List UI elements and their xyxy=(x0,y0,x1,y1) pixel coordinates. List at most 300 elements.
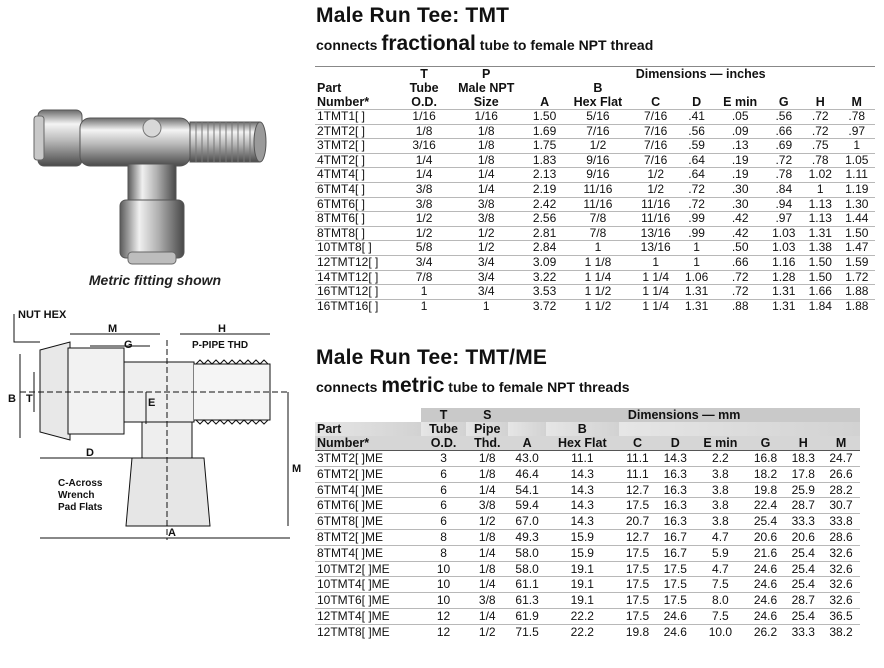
metric-cell: 24.6 xyxy=(747,561,785,577)
fractional-cell: 1.83 xyxy=(526,153,562,168)
hdr2-t2: Tube xyxy=(421,422,466,436)
fitting-photo xyxy=(20,80,290,270)
fractional-cell: .94 xyxy=(766,197,802,212)
fractional-cell: 5/16 xyxy=(563,110,633,125)
metric-cell: 38.2 xyxy=(822,624,860,639)
label-m2: M xyxy=(292,463,302,475)
hdr2-e: E min xyxy=(694,436,747,451)
fractional-cell: 7/8 xyxy=(563,226,633,241)
fractional-cell: 1 xyxy=(402,299,446,313)
fractional-cell: 7/8 xyxy=(402,270,446,285)
metric-cell: 32.6 xyxy=(822,577,860,593)
metric-cell: 1/4 xyxy=(466,608,508,624)
fractional-cell: 11/16 xyxy=(563,197,633,212)
metric-cell: 6TMT8[ ]ME xyxy=(315,514,421,530)
fractional-cell: .19 xyxy=(715,168,766,183)
fractional-cell: 1 xyxy=(563,241,633,256)
metric-cell: 1/4 xyxy=(466,482,508,498)
hdr1-part2: Number* xyxy=(317,95,370,109)
table-row xyxy=(315,545,860,561)
fractional-cell: 1.88 xyxy=(838,285,875,300)
metric-cell: 71.5 xyxy=(508,624,546,639)
metric-cell: 59.4 xyxy=(508,498,546,514)
table-row xyxy=(315,529,860,545)
fractional-cell: 7/16 xyxy=(563,124,633,139)
metric-cell: 36.5 xyxy=(822,608,860,624)
metric-cell: 25.4 xyxy=(747,514,785,530)
fractional-cell: 2.19 xyxy=(526,182,562,197)
metric-cell: 28.2 xyxy=(822,482,860,498)
metric-cell: 17.5 xyxy=(656,577,694,593)
metric-cell: 19.1 xyxy=(546,561,619,577)
hdr2-d: D xyxy=(656,436,694,451)
metric-cell: 4.7 xyxy=(694,529,747,545)
hdr2-a: A xyxy=(508,436,546,451)
label-g: G xyxy=(124,339,133,351)
fractional-cell: .78 xyxy=(838,110,875,125)
fractional-cell: 4TMT4[ ] xyxy=(315,168,402,183)
hdr1-t1: T xyxy=(420,67,428,81)
fractional-cell: 1/16 xyxy=(446,110,526,125)
fractional-cell: 3TMT2[ ] xyxy=(315,139,402,154)
metric-cell: 17.5 xyxy=(619,561,657,577)
fractional-cell: 1.13 xyxy=(802,197,838,212)
fractional-cell: 1.66 xyxy=(802,285,838,300)
hdr2-part2: Number* xyxy=(315,436,421,451)
fractional-cell: 1/16 xyxy=(402,110,446,125)
hdr1-p2: Male NPT xyxy=(458,81,515,95)
fractional-cell: .72 xyxy=(766,153,802,168)
fractional-cell: 1/4 xyxy=(402,168,446,183)
metric-cell: 16.3 xyxy=(656,514,694,530)
metric-cell: 24.7 xyxy=(822,451,860,467)
metric-cell: 16.7 xyxy=(656,545,694,561)
fractional-cell: 1 xyxy=(446,299,526,313)
fractional-cell: 11/16 xyxy=(563,182,633,197)
fractional-cell: .50 xyxy=(715,241,766,256)
metric-cell: 1/4 xyxy=(466,545,508,561)
metric-cell: 28.7 xyxy=(784,498,822,514)
fractional-cell: 1.44 xyxy=(838,212,875,227)
table-row xyxy=(315,168,875,183)
fractional-cell: 2.42 xyxy=(526,197,562,212)
section2-subtitle-big: metric xyxy=(381,374,445,397)
metric-cell: 1/4 xyxy=(466,577,508,593)
fractional-cell: 1.38 xyxy=(802,241,838,256)
fractional-cell: .56 xyxy=(766,110,802,125)
fractional-cell: .72 xyxy=(678,197,714,212)
hdr1-b2: Hex Flat xyxy=(573,95,623,109)
label-h: H xyxy=(218,323,226,335)
fractional-cell: 4TMT2[ ] xyxy=(315,153,402,168)
section2-title: Male Run Tee: TMT/ME xyxy=(316,346,548,369)
fractional-cell: .42 xyxy=(715,226,766,241)
metric-cell: 43.0 xyxy=(508,451,546,467)
fractional-cell: 1.05 xyxy=(838,153,875,168)
metric-cell: 58.0 xyxy=(508,545,546,561)
table-row xyxy=(315,182,875,197)
metric-cell: 21.6 xyxy=(747,545,785,561)
metric-cell: 11.1 xyxy=(619,466,657,482)
fractional-cell: 3/16 xyxy=(402,139,446,154)
metric-cell: 4.7 xyxy=(694,561,747,577)
metric-cell: 24.6 xyxy=(747,593,785,609)
metric-cell: 58.0 xyxy=(508,561,546,577)
fractional-cell: .72 xyxy=(715,285,766,300)
fractional-cell: .13 xyxy=(715,139,766,154)
table-row xyxy=(315,577,860,593)
fractional-cell: 12TMT12[ ] xyxy=(315,255,402,270)
metric-cell: 32.6 xyxy=(822,593,860,609)
section1-title: Male Run Tee: TMT xyxy=(316,4,510,27)
hdr2-s2: Pipe xyxy=(466,422,508,436)
metric-cell: 61.9 xyxy=(508,608,546,624)
hdr1-d: D xyxy=(692,95,702,109)
metric-cell: 49.3 xyxy=(508,529,546,545)
fractional-cell: .09 xyxy=(715,124,766,139)
fractional-cell: 1/8 xyxy=(446,124,526,139)
metric-cell: 16.8 xyxy=(747,451,785,467)
metric-cell: 17.5 xyxy=(619,577,657,593)
fractional-cell: 7/16 xyxy=(633,110,678,125)
metric-cell: 26.6 xyxy=(822,466,860,482)
metric-cell: 16.3 xyxy=(656,482,694,498)
fractional-cell: 3/8 xyxy=(446,197,526,212)
metric-cell: 10TMT2[ ]ME xyxy=(315,561,421,577)
hdr2-b1: B xyxy=(546,422,619,436)
hdr1-e: E min xyxy=(723,95,758,109)
fractional-cell: 9/16 xyxy=(563,168,633,183)
metric-cell: 12TMT8[ ]ME xyxy=(315,624,421,639)
fractional-cell: 1 xyxy=(802,182,838,197)
metric-cell: 10TMT4[ ]ME xyxy=(315,577,421,593)
metric-cell: 12 xyxy=(421,608,466,624)
section2-subtitle-pre: connects xyxy=(316,379,382,395)
fractional-cell: 1.31 xyxy=(766,299,802,313)
fractional-cell: 1/8 xyxy=(446,139,526,154)
fractional-cell: 16TMT16[ ] xyxy=(315,299,402,313)
fractional-cell: 2.84 xyxy=(526,241,562,256)
metric-cell: 16.3 xyxy=(656,498,694,514)
hdr1-t2: Tube xyxy=(409,81,439,95)
metric-cell: 22.2 xyxy=(546,608,619,624)
fractional-cell: 1/4 xyxy=(402,153,446,168)
hdr2-b2: Hex Flat xyxy=(546,436,619,451)
fractional-cell: 2.81 xyxy=(526,226,562,241)
table-row xyxy=(315,299,875,313)
fractional-cell: 1.88 xyxy=(838,299,875,313)
table-row xyxy=(315,197,875,212)
fractional-cell: 1 1/4 xyxy=(563,270,633,285)
metric-cell: 24.6 xyxy=(747,608,785,624)
fractional-cell: 1.03 xyxy=(766,241,802,256)
fractional-cell: 14TMT12[ ] xyxy=(315,270,402,285)
metric-cell: 3/8 xyxy=(466,593,508,609)
label-wrench: Wrench xyxy=(58,490,95,501)
fractional-cell: .78 xyxy=(802,153,838,168)
fractional-cell: 3.53 xyxy=(526,285,562,300)
metric-cell: 33.8 xyxy=(822,514,860,530)
hdr2-h: H xyxy=(784,436,822,451)
metric-cell: 24.6 xyxy=(656,608,694,624)
metric-cell: 20.6 xyxy=(747,529,785,545)
metric-cell: 6 xyxy=(421,482,466,498)
fractional-cell: 3/4 xyxy=(446,255,526,270)
metric-cell: 1/8 xyxy=(466,451,508,467)
hdr1-p1: P xyxy=(482,67,491,81)
fractional-cell: 1TMT1[ ] xyxy=(315,110,402,125)
hdr1-dims: Dimensions — inches xyxy=(635,67,766,81)
metric-cell: 3 xyxy=(421,451,466,467)
hdr2-t1: T xyxy=(421,408,466,422)
table-row xyxy=(315,624,860,639)
fractional-cell: 1.30 xyxy=(838,197,875,212)
metric-cell: 25.4 xyxy=(784,577,822,593)
metric-cell: 17.5 xyxy=(619,498,657,514)
fractional-cell: 1.69 xyxy=(526,124,562,139)
fractional-cell: .64 xyxy=(678,153,714,168)
metric-cell: 6 xyxy=(421,498,466,514)
fractional-cell: 1.11 xyxy=(838,168,875,183)
metric-cell: 16.3 xyxy=(656,466,694,482)
fractional-cell: 11/16 xyxy=(633,212,678,227)
label-e: E xyxy=(148,397,156,409)
metric-cell: 19.1 xyxy=(546,593,619,609)
hdr1-g: G xyxy=(778,95,789,109)
table-row xyxy=(315,482,860,498)
hdr2-g: G xyxy=(747,436,785,451)
fractional-cell: .69 xyxy=(766,139,802,154)
metric-cell: 3/8 xyxy=(466,498,508,514)
fractional-cell: 1 xyxy=(838,139,875,154)
metric-cell: 14.3 xyxy=(546,482,619,498)
label-c-across: C-Across xyxy=(58,478,103,489)
metric-cell: 10TMT6[ ]ME xyxy=(315,593,421,609)
fractional-cell: .30 xyxy=(715,182,766,197)
fractional-cell: 1.19 xyxy=(838,182,875,197)
label-p-pipe: P-PIPE THD xyxy=(192,340,249,351)
hdr2-m: M xyxy=(822,436,860,451)
metric-cell: 1/2 xyxy=(466,624,508,639)
metric-cell: 8TMT4[ ]ME xyxy=(315,545,421,561)
table-metric-body xyxy=(315,451,860,640)
fractional-cell: 10TMT8[ ] xyxy=(315,241,402,256)
table-row xyxy=(315,514,860,530)
fractional-cell: 1.50 xyxy=(526,110,562,125)
fractional-cell: 16TMT12[ ] xyxy=(315,285,402,300)
metric-cell: 17.5 xyxy=(619,608,657,624)
metric-cell: 7.5 xyxy=(694,608,747,624)
metric-cell: 30.7 xyxy=(822,498,860,514)
metric-cell: 24.6 xyxy=(656,624,694,639)
fractional-cell: 1.06 xyxy=(678,270,714,285)
metric-cell: 61.1 xyxy=(508,577,546,593)
label-t: T xyxy=(26,393,33,405)
fractional-cell: 8TMT8[ ] xyxy=(315,226,402,241)
metric-cell: 18.2 xyxy=(747,466,785,482)
metric-cell: 1/8 xyxy=(466,466,508,482)
fractional-cell: 1.31 xyxy=(678,285,714,300)
fractional-cell: 3/8 xyxy=(402,182,446,197)
fractional-cell: 1.03 xyxy=(766,226,802,241)
fractional-cell: 1/2 xyxy=(633,182,678,197)
fractional-cell: .97 xyxy=(766,212,802,227)
hdr1-t3: O.D. xyxy=(411,95,437,109)
table-row xyxy=(315,110,875,125)
metric-cell: 3.8 xyxy=(694,498,747,514)
fractional-cell: 1/2 xyxy=(402,226,446,241)
hdr2-s1: S xyxy=(466,408,508,422)
metric-cell: 12TMT4[ ]ME xyxy=(315,608,421,624)
fractional-cell: 1/8 xyxy=(446,153,526,168)
metric-cell: 17.5 xyxy=(619,593,657,609)
dimension-diagram xyxy=(0,300,310,550)
fractional-cell: 7/16 xyxy=(633,153,678,168)
fractional-cell: 7/8 xyxy=(563,212,633,227)
fractional-cell: 1 1/4 xyxy=(633,299,678,313)
metric-cell: 3TMT2[ ]ME xyxy=(315,451,421,467)
fractional-cell: 1.59 xyxy=(838,255,875,270)
metric-cell: 11.1 xyxy=(546,451,619,467)
table-row xyxy=(315,139,875,154)
metric-cell: 15.9 xyxy=(546,529,619,545)
metric-cell: 17.5 xyxy=(656,561,694,577)
metric-cell: 10 xyxy=(421,561,466,577)
table-row xyxy=(315,466,860,482)
fractional-cell: 1.50 xyxy=(802,270,838,285)
metric-cell: 8.0 xyxy=(694,593,747,609)
fractional-cell: 1 1/2 xyxy=(563,299,633,313)
metric-cell: 25.4 xyxy=(784,545,822,561)
fractional-cell: .30 xyxy=(715,197,766,212)
fractional-cell: 2TMT2[ ] xyxy=(315,124,402,139)
hdr1-b1: B xyxy=(593,81,603,95)
fractional-cell: 6TMT4[ ] xyxy=(315,182,402,197)
table-row xyxy=(315,241,875,256)
fractional-cell: .97 xyxy=(838,124,875,139)
fractional-cell: 1.28 xyxy=(766,270,802,285)
fractional-cell: 1.50 xyxy=(802,255,838,270)
fractional-cell: 3/8 xyxy=(402,197,446,212)
table-row xyxy=(315,451,860,467)
fractional-cell: 1 1/8 xyxy=(563,255,633,270)
fractional-cell: 1.31 xyxy=(802,226,838,241)
table-row xyxy=(315,124,875,139)
hdr1-m: M xyxy=(851,95,862,109)
fractional-cell: .84 xyxy=(766,182,802,197)
fractional-cell: 1.16 xyxy=(766,255,802,270)
fractional-cell: .78 xyxy=(766,168,802,183)
metric-cell: 46.4 xyxy=(508,466,546,482)
metric-cell: 19.8 xyxy=(747,482,785,498)
label-b: B xyxy=(8,393,16,405)
fractional-cell: 1.13 xyxy=(802,212,838,227)
metric-cell: 7.5 xyxy=(694,577,747,593)
metric-cell: 32.6 xyxy=(822,561,860,577)
metric-cell: 12.7 xyxy=(619,482,657,498)
fractional-cell: 1 xyxy=(633,255,678,270)
metric-cell: 3.8 xyxy=(694,482,747,498)
metric-cell: 25.9 xyxy=(784,482,822,498)
table-row xyxy=(315,285,875,300)
metric-cell: 19.1 xyxy=(546,577,619,593)
metric-cell: 19.8 xyxy=(619,624,657,639)
metric-cell: 61.3 xyxy=(508,593,546,609)
metric-cell: 10 xyxy=(421,593,466,609)
metric-cell: 6 xyxy=(421,514,466,530)
fractional-cell: .59 xyxy=(678,139,714,154)
fractional-cell: .66 xyxy=(715,255,766,270)
hdr1-part1: Part xyxy=(317,81,342,95)
fractional-cell: .66 xyxy=(766,124,802,139)
fractional-cell: 2.56 xyxy=(526,212,562,227)
metric-cell: 6 xyxy=(421,466,466,482)
fractional-cell: .99 xyxy=(678,226,714,241)
hdr1-a: A xyxy=(540,95,550,109)
fractional-cell: 1 1/4 xyxy=(633,285,678,300)
fractional-cell: 1.84 xyxy=(802,299,838,313)
fractional-cell: .72 xyxy=(802,110,838,125)
fractional-cell: .88 xyxy=(715,299,766,313)
photo-caption: Metric fitting shown xyxy=(88,272,222,288)
fractional-cell: .19 xyxy=(715,153,766,168)
section1-subtitle xyxy=(316,32,653,56)
hdr1-h: H xyxy=(815,95,825,109)
fractional-cell: .64 xyxy=(678,168,714,183)
fractional-cell: 1.02 xyxy=(802,168,838,183)
table-row xyxy=(315,255,875,270)
metric-cell: 54.1 xyxy=(508,482,546,498)
metric-cell: 6TMT2[ ]ME xyxy=(315,466,421,482)
label-pad-flats: Pad Flats xyxy=(58,502,103,513)
metric-cell: 20.7 xyxy=(619,514,657,530)
fractional-cell: 3/4 xyxy=(402,255,446,270)
table-row xyxy=(315,561,860,577)
label-m: M xyxy=(108,323,118,335)
fractional-cell: 1/4 xyxy=(446,182,526,197)
metric-cell: 33.3 xyxy=(784,514,822,530)
fractional-cell: 3/4 xyxy=(446,270,526,285)
table-row xyxy=(315,226,875,241)
metric-cell: 17.5 xyxy=(619,545,657,561)
metric-cell: 14.3 xyxy=(656,451,694,467)
fractional-cell: 1/2 xyxy=(446,226,526,241)
table-row xyxy=(315,608,860,624)
hdr2-c: C xyxy=(619,436,657,451)
label-d: D xyxy=(86,447,94,459)
metric-cell: 8TMT2[ ]ME xyxy=(315,529,421,545)
metric-cell: 28.6 xyxy=(822,529,860,545)
hdr1-p3: Size xyxy=(473,95,499,109)
fractional-cell: 1.75 xyxy=(526,139,562,154)
fractional-cell: .41 xyxy=(678,110,714,125)
fractional-cell: 3/4 xyxy=(446,285,526,300)
fractional-cell: 11/16 xyxy=(633,197,678,212)
table-fractional xyxy=(315,66,875,313)
fractional-cell: 7/16 xyxy=(633,124,678,139)
metric-cell: 10 xyxy=(421,577,466,593)
fractional-cell: 1/2 xyxy=(633,168,678,183)
table-row xyxy=(315,153,875,168)
table-metric xyxy=(315,408,860,640)
fractional-cell: 1/4 xyxy=(446,168,526,183)
fractional-cell: 1.31 xyxy=(678,299,714,313)
fractional-cell: 1/2 xyxy=(402,212,446,227)
fractional-cell: 9/16 xyxy=(563,153,633,168)
hdr1-c: C xyxy=(651,95,661,109)
fractional-cell: .72 xyxy=(802,124,838,139)
fractional-cell: 1/2 xyxy=(563,139,633,154)
